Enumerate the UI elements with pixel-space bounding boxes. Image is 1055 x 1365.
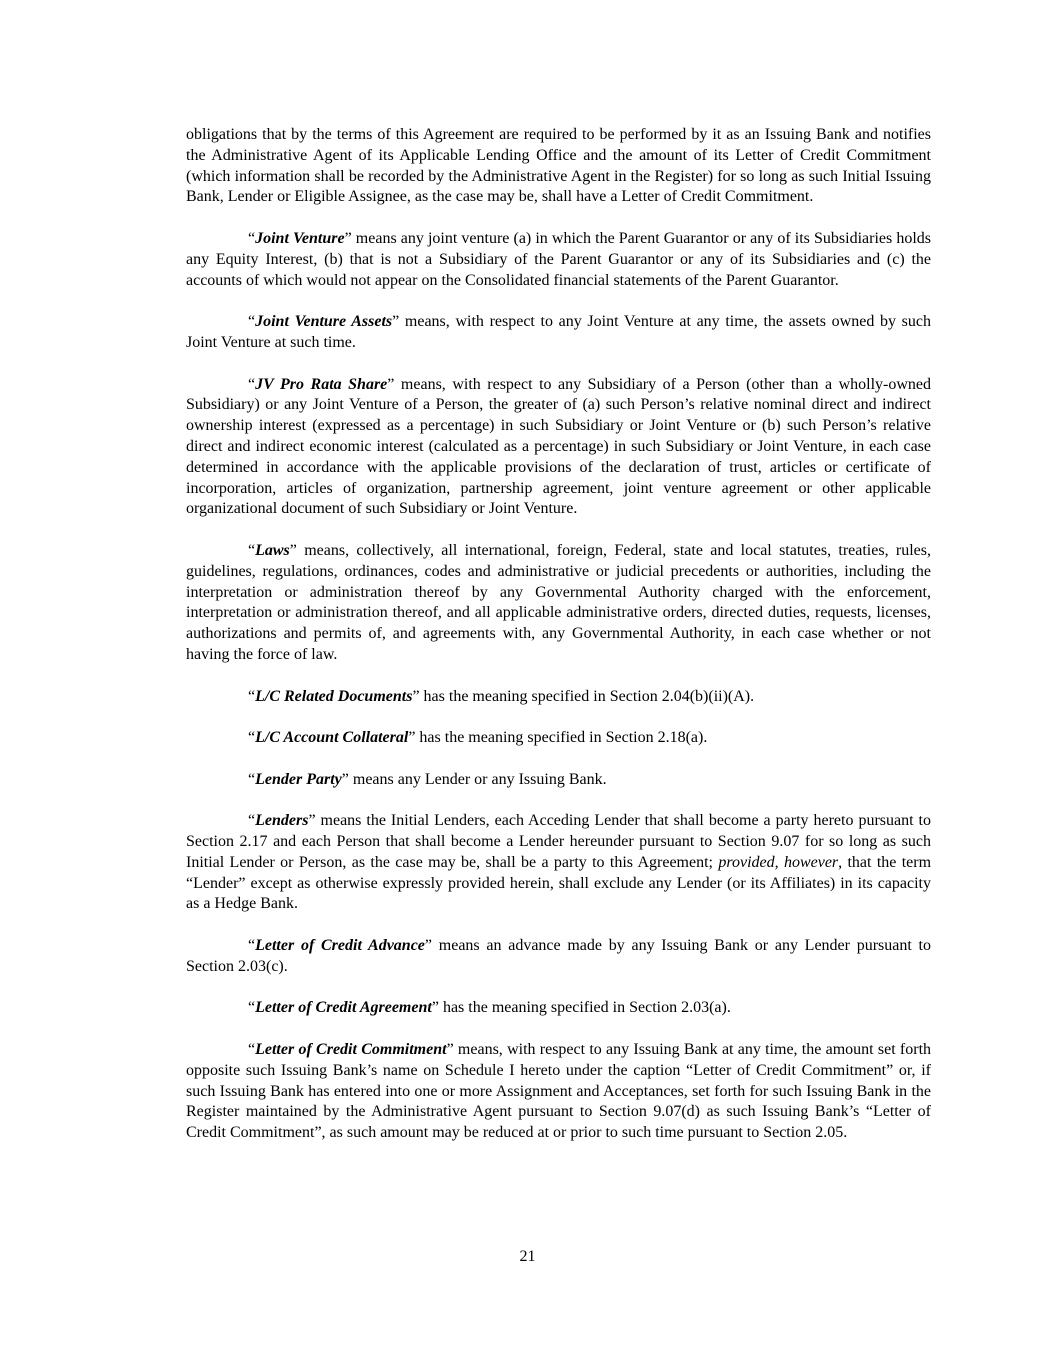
definition-laws: “Laws” means, collectively, all international, foreign, Federal, state and local statutes, treaties, rules, guidelines, regulations, ordinances, codes and administrative or judicial precedents or authorities, including the interpretation or administration thereof by any Governmental Authority charged with the enforcement, interpretation or administration thereof, and all applicable administrative orders, directed duties, requests, licenses, authorizations and permits of, and agreements with, any Governmental Authority, in each case whether or not having the force of law.: [186, 541, 931, 663]
defined-term: Joint Venture: [255, 229, 345, 247]
definition-body: means an advance made by any Issuing Bank or any Lender pursuant to Section 2.03(c).: [186, 937, 932, 975]
defined-term: Lender Party: [255, 770, 342, 788]
defined-term: JV Pro Rata Share: [255, 375, 388, 393]
definition-body: means, with respect to any Joint Venture at any time, the assets owned by such Joint Venture at such time.: [186, 313, 932, 351]
definition-body: means, with respect to any Issuing Bank at any time, the amount set forth opposite such Issuing Bank’s name on Schedule I hereto under the caption “Letter of Credit Commitment” or, if such Issuing Bank has entered into one or more Assignment and Acceptances, set forth for such Issuing Bank in the Register maintained by the Administrative Agent pursuant to Section 9.07(d) as such Issuing Bank’s “Letter of Credit Commitment”, as such amount may be reduced at or prior to such time pursuant to Section 2.05.: [186, 1041, 932, 1142]
definition-body: means the Initial Lenders, each Acceding Lender that shall become a party hereto pursuant to Section 2.17 and each Person that shall become a Lender hereunder pursuant to Section 9.07 for so long as such Initial Lender or Person, as the case may be, shall be a party to this Agreement;: [186, 812, 931, 871]
defined-term: Letter of Credit Commitment: [255, 1041, 447, 1059]
definition-body: has the meaning specified in Section 2.04(b)(ii)(A).: [419, 687, 755, 705]
definition-letter-of-credit-agreement: “Letter of Credit Agreement” has the meaning specified in Section 2.03(a).: [248, 999, 731, 1017]
defined-term: L/C Related Documents: [255, 687, 413, 705]
definition-body: means any Lender or any Issuing Bank.: [348, 770, 607, 788]
page-number: 21: [519, 1248, 536, 1265]
defined-term: Letter of Credit Agreement: [255, 999, 432, 1017]
definition-body: has the meaning specified in Section 2.03(a).: [438, 999, 731, 1017]
defined-term: Letter of Credit Advance: [255, 937, 425, 955]
definition-letter-of-credit-advance: “Letter of Credit Advance” means an advance made by any Issuing Bank or any Lender pursuant to Section 2.03(c).: [186, 937, 932, 975]
definition-lender-party: “Lender Party” means any Lender or any Issuing Bank.: [248, 770, 607, 788]
definition-lc-account-collateral: “L/C Account Collateral” has the meaning specified in Section 2.18(a).: [248, 729, 708, 747]
defined-term: L/C Account Collateral: [255, 729, 409, 747]
defined-term: Laws: [255, 541, 290, 559]
document-page: [186, 125, 931, 1165]
definition-body: means any joint venture (a) in which the Parent Guarantor or any of its Subsidiaries holds any Equity Interest, (b) that is not a Subsidiary of the Parent Guarantor or any of its Subsidiaries and (c) the accounts of which would not appear on the Consolidated financial statements of the Parent Guarantor.: [186, 229, 932, 289]
definition-body-tail: , that the term “Lender” except as otherwise expressly provided herein, shall exclude any Lender (or its Affiliates) in its capacity as a Hedge Bank.: [186, 853, 932, 913]
definition-letter-of-credit-commitment: “Letter of Credit Commitment” means, with respect to any Issuing Bank at any time, the amount set forth opposite such Issuing Bank’s name on Schedule I hereto under the caption “Letter of Credit Commitment” or, if such Issuing Bank has entered into one or more Assignment and Acceptances, set forth for such Issuing Bank in the Register maintained by the Administrative Agent pursuant to Section 9.07(d) as such Issuing Bank’s “Letter of Credit Commitment”, as such amount may be reduced at or prior to such time pursuant to Section 2.05.: [186, 1041, 932, 1142]
definition-lc-related-documents: “L/C Related Documents” has the meaning specified in Section 2.04(b)(ii)(A).: [248, 687, 755, 705]
definition-jv-pro-rata-share: “JV Pro Rata Share” means, with respect to any Subsidiary of a Person (other than a wholly-owned Subsidiary) or any Joint Venture of a Person, the greater of (a) such Person’s relative nominal direct and indirect ownership interest (expressed as a percentage) in such Subsidiary or Joint Venture or (b) such Person’s relative direct and indirect economic interest (calculated as a percentage) in such Subsidiary or Joint Venture, in each case determined in accordance with the applicable provisions of the declaration of trust, articles or certificate of incorporation, articles of organization, partnership agreement, joint venture agreement or other applicable organizational document of such Subsidiary or Joint Venture.: [186, 375, 932, 518]
definition-joint-venture: “Joint Venture” means any joint venture (a) in which the Parent Guarantor or any of its Subsidiaries holds any Equity Interest, (b) that is not a Subsidiary of the Parent Guarantor or any of its Subsidiaries and (c) the accounts of which would not appear on the Consolidated financial statements of the Parent Guarantor.: [186, 229, 932, 289]
definition-body: means, with respect to any Subsidiary of a Person (other than a wholly-owned Subsidiary) or any Joint Venture of a Person, the greater of (a) such Person’s relative nominal direct and indirect ownership interest (expressed as a percentage) in such Subsidiary or Joint Venture or (b) such Person’s relative direct and indirect economic interest (calculated as a percentage) in such Subsidiary or Joint Venture, in each case determined in accordance with the applicable provisions of the declaration of trust, articles or certificate of incorporation, articles of organization, partnership agreement, joint venture agreement or other applicable organizational document of such Subsidiary or Joint Venture.: [186, 375, 932, 518]
continuation-paragraph: obligations that by the terms of this Agreement are required to be performed by it as an Issuing Bank and notifies the Administrative Agent of its Applicable Lending Office and the amount of its Letter of Credit Commitment (which information shall be recorded by the Administrative Agent in the Register) for so long as such Initial Issuing Bank, Lender or Eligible Assignee, as the case may be, shall have a Letter of Credit Commitment.: [186, 126, 931, 206]
definition-body: means, collectively, all international, foreign, Federal, state and local statutes, treaties, rules, guidelines, regulations, ordinances, codes and administrative or judicial precedents or authorities, including the interpretation or administration thereof by any Governmental Authority charged with the enforcement, interpretation or administration thereof, and all applicable administrative orders, directed duties, requests, licenses, authorizations and permits of, and agreements with, any Governmental Authority, in each case whether or not having the force of law.: [186, 541, 931, 663]
defined-term: Joint Venture Assets: [255, 313, 393, 331]
definition-joint-venture-assets: “Joint Venture Assets” means, with respect to any Joint Venture at any time, the assets owned by such Joint Venture at such time.: [186, 313, 932, 351]
proviso-italic: provided, however: [718, 853, 839, 871]
definition-body: has the meaning specified in Section 2.18(a).: [415, 729, 708, 747]
defined-term: Lenders: [255, 812, 309, 830]
definition-lenders: “Lenders” means the Initial Lenders, each Acceding Lender that shall become a party hereto pursuant to Section 2.17 and each Person that shall become a Lender hereunder pursuant to Section 9.07 for so long as such Initial Lender or Person, as the case may be, shall be a party to this Agreement; provided, however, that the term “Lender” except as otherwise expressly provided herein, shall exclude any Lender (or its Affiliates) in its capacity as a Hedge Bank.: [186, 812, 932, 913]
